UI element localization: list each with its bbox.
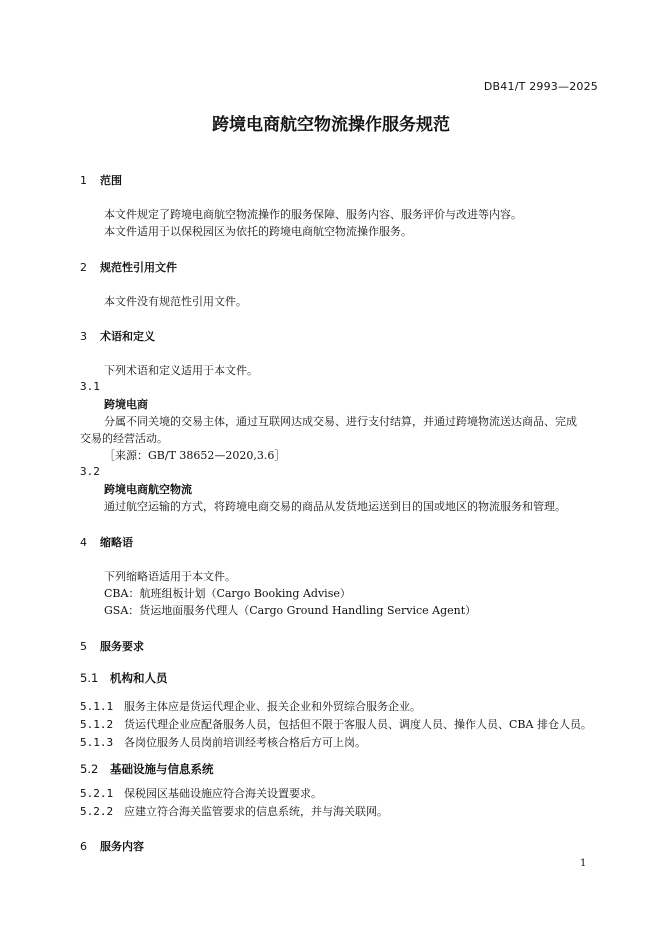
term-source: ［来源：GB/T 38652—2020,3.6］ [104,449,286,462]
clause-text: 应建立符合海关监管要求的信息系统，并与海关联网。 [124,805,388,818]
subsection-5-1-heading [80,670,168,686]
clause-number: 5.2.2 [80,805,114,818]
section-1-heading [80,172,122,188]
term-definition: 交易的经营活动。 [80,432,168,445]
page-number: 1 [580,858,587,869]
section-2-heading [80,259,177,275]
document-title: 跨境电商航空物流操作服务规范 [212,115,450,135]
clause [80,734,366,750]
clause [80,698,421,714]
clause-text: 各岗位服务人员岗前培训经考核合格后方可上岗。 [124,736,366,749]
clause-number: 5.1.3 [80,736,114,749]
term-name: 跨境电商航空物流 [104,483,192,496]
section-3-heading [80,328,155,344]
section-title: 规范性引用文件 [100,261,177,274]
paragraph: 本文件适用于以保税园区为依托的跨境电商航空物流操作服务。 [104,225,412,238]
abbreviation: GSA：货运地面服务代理人（Cargo Ground Handling Service Agent） [104,604,477,617]
section-number: 3 [80,330,87,343]
section-title: 范围 [100,174,122,187]
section-number: 1 [80,174,87,187]
abbreviation: CBA：航班组板计划（Cargo Booking Advise） [104,587,351,600]
term-definition: 通过航空运输的方式，将跨境电商交易的商品从发货地运送到目的国或地区的物流服务和管理。 [104,500,566,513]
subsection-number: 5.1 [80,671,99,685]
clause-number: 5.1.1 [80,700,114,713]
paragraph: 本文件规定了跨境电商航空物流操作的服务保障、服务内容、服务评价与改进等内容。 [104,208,522,221]
clause-text: 服务主体应是货运代理企业、报关企业和外贸综合服务企业。 [124,700,421,713]
term-definition: 分属不同关境的交易主体，通过互联网达成交易、进行支付结算，并通过跨境物流送达商品、完成 [104,415,577,428]
standard-number: DB41/T 2993—2025 [483,80,598,93]
section-4-heading [80,534,133,550]
section-title: 服务内容 [100,840,144,853]
clause [80,716,592,732]
section-number: 6 [80,840,87,853]
clause-text: 保税园区基础设施应符合海关设置要求。 [124,787,322,800]
section-title: 术语和定义 [100,330,155,343]
subsection-5-2-heading [80,761,214,777]
section-title: 服务要求 [100,640,144,653]
section-title: 缩略语 [100,536,133,549]
term-number: 3.2 [80,465,100,478]
section-6-heading [80,838,144,854]
paragraph: 本文件没有规范性引用文件。 [104,295,247,308]
clause [80,803,388,819]
section-5-heading [80,638,144,654]
subsection-number: 5.2 [80,762,99,776]
clause [80,785,322,801]
section-number: 4 [80,536,87,549]
clause-number: 5.2.1 [80,787,114,800]
term-number: 3.1 [80,380,100,393]
section-number: 5 [80,640,87,653]
clause-number: 5.1.2 [80,718,114,731]
subsection-title: 基础设施与信息系统 [110,762,214,776]
subsection-title: 机构和人员 [110,671,168,685]
section-number: 2 [80,261,87,274]
clause-text: 货运代理企业应配备服务人员，包括但不限于客服人员、调度人员、操作人员、CBA 排仓人员。 [124,718,592,731]
term-name: 跨境电商 [104,398,148,411]
paragraph: 下列术语和定义适用于本文件。 [104,364,258,377]
paragraph: 下列缩略语适用于本文件。 [104,570,236,583]
